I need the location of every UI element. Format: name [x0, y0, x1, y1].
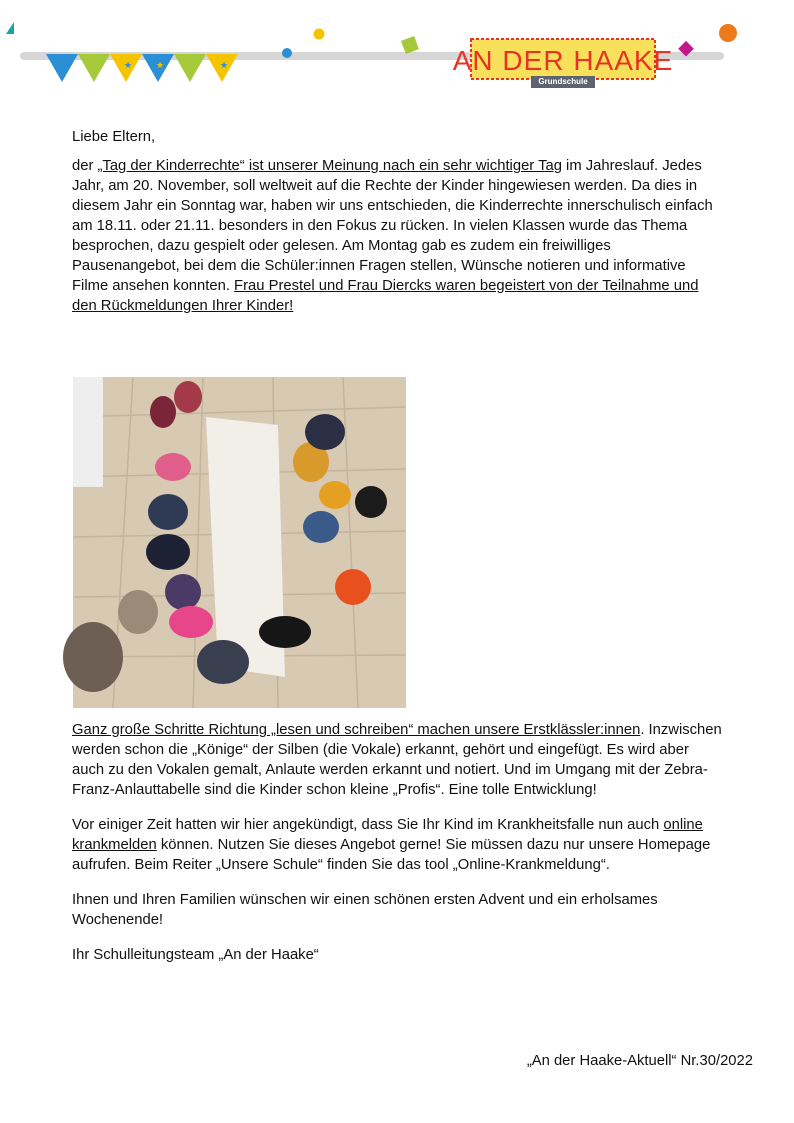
flag-5 — [174, 54, 206, 82]
p3-text-a: Vor einiger Zeit hatten wir hier angekündigt, dass Sie Ihr Kind im Krankheitsfalle nun auch — [72, 817, 664, 833]
flag-2 — [78, 54, 110, 82]
green-square-icon — [401, 36, 419, 54]
teal-triangle-icon — [6, 22, 14, 34]
paragraph-erstklaessler — [72, 720, 722, 800]
online-krankmelden-link[interactable]: online krankmelden — [72, 817, 703, 853]
p1-text-b: im Jahreslauf. Jedes Jahr, am 20. November, soll weltweit auf die Rechte der Kinder hingewiesen werden. Da dies in diesem Jahr ein Sonntag war, haben wir uns entschieden, die Kinderrechte innerschulisch einfach am 18.11. oder 21.11. besonders in den Fokus zu rücken. In vielen Klassen wurde das Thema besprochen, dazu gespielt oder gelesen. Am Montag gab es zudem ein freiwilliges Pausenangebot, bei dem die Schüler:innen Fragen stellen, Wünsche notieren und informative Filme ansehen konnten. — [72, 158, 713, 294]
orange-dot-icon — [719, 24, 737, 42]
blue-dot-icon — [282, 48, 292, 58]
photo-children-writing — [73, 377, 406, 708]
p3-text-b: können. Nutzen Sie dieses Angebot gerne! Sie müssen dazu nur unsere Homepage aufrufen. Beim Reiter „Unsere Schule“ finden Sie das tool „Online-Krankmeldung“. — [72, 837, 711, 873]
letter-body-top — [72, 127, 722, 331]
logo-subtitle: Grundschule — [531, 76, 595, 88]
p1-text-a: der — [72, 158, 98, 174]
paragraph-kinderrechte — [72, 156, 722, 316]
p2-text: . Inzwischen werden schon die „Könige“ der Silben (die Vokale) erkannt, gehört und eingefügt. Es wird aber auch zu den Vokalen gemalt, Anlaute werden erkannt und notiert. Und im Umgang mit der Zebra-Franz-Anlauttabelle sind die Kinder schon kleine „Profis“. Eine tolle Entwicklung! — [72, 722, 722, 798]
paragraph-advent: Ihnen und Ihren Familien wünschen wir einen schönen ersten Advent und ein erholsames Wochenende! — [72, 892, 658, 928]
letter-body-bottom — [72, 720, 722, 980]
issue-number: „An der Haake-Aktuell“ Nr.30/2022 — [526, 1053, 753, 1069]
paragraph-krankmeldung — [72, 815, 722, 875]
p2-underline: Ganz große Schritte Richtung „lesen und schreiben“ machen unsere Erstklässler:innen — [72, 722, 641, 738]
salutation: Liebe Eltern, — [72, 129, 156, 145]
yellow-dot-icon — [314, 29, 325, 40]
bunting-flags — [0, 0, 794, 100]
logo-text: AN DER HAAKE — [452, 45, 674, 76]
letterhead — [0, 0, 794, 100]
signature: Ihr Schulleitungsteam „An der Haake“ — [72, 947, 319, 963]
svg-text:★: ★ — [124, 60, 133, 70]
flag-1 — [46, 54, 78, 82]
svg-text:★: ★ — [220, 60, 229, 70]
magenta-diamond-icon — [678, 41, 694, 57]
svg-text:★: ★ — [156, 60, 165, 70]
p1-underline-a: „Tag der Kinderrechte“ ist unserer Meinung nach ein sehr wichtiger Tag — [97, 158, 562, 174]
p1-underline-b: Frau Prestel und Frau Diercks waren begeistert von der Teilnahme und den Rückmeldungen Ihrer Kinder! — [72, 278, 699, 314]
